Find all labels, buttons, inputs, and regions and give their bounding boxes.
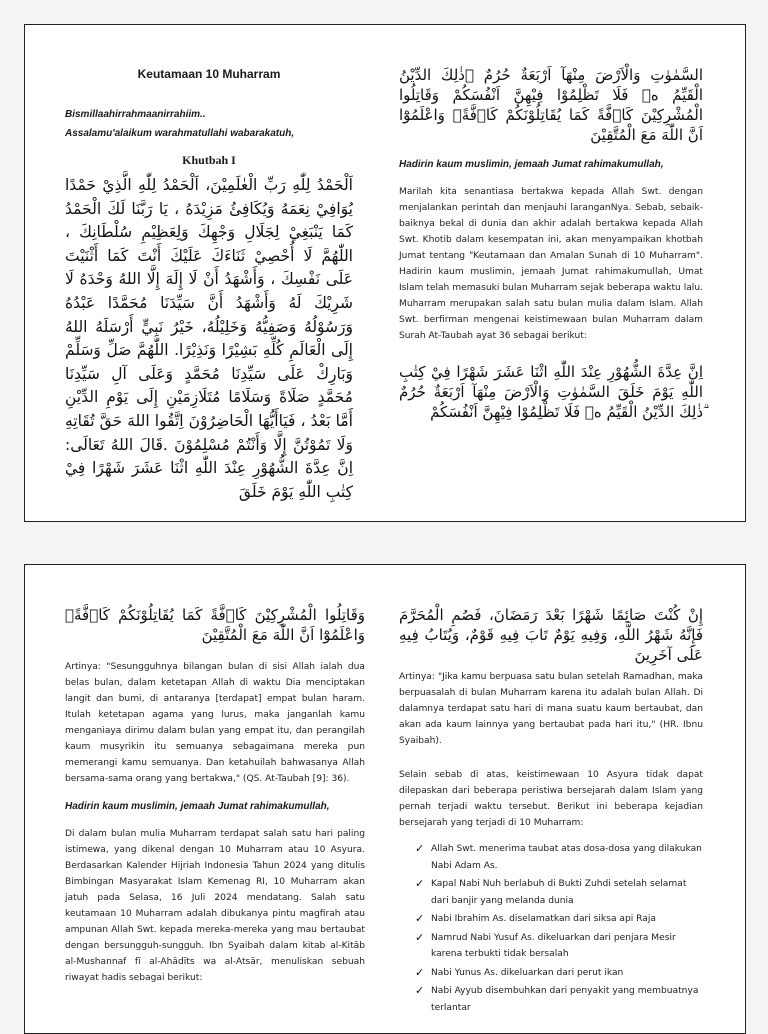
hadirin-heading: Hadirin kaum muslimin, jemaah Jumat rahimakumullah,	[399, 159, 664, 170]
bismillah-text: Bismillaahirrahmaanirrahiim..	[65, 109, 206, 120]
list-item	[399, 841, 703, 874]
list-item	[399, 983, 703, 1016]
list-item	[399, 965, 703, 982]
event-text: Nabi Ibrahim As. diselamatkan dari siksa api Raja	[431, 914, 656, 924]
check-icon: ✓	[415, 842, 425, 855]
verse-translation: Artinya: "Sesungguhnya bilangan bulan di sisi Allah ialah dua belas bulan, dalam ketetapan Allah di waktu Dia menciptakan langit dan bumi, di antaranya [terdapat] empat bulan haram. Itulah ketetapan agama yang lurus, maka janganlah kamu menganiaya dirimu dalam bulan yang empat itu, dan perangilah kaum musyrikin itu semuanya sebagaimana mereka pun memerangi kamu semuanya. Dan ketahuilah bahwasanya Allah bersama-sama orang yang bertakwa," (QS. At-Taubah [9]: 36).	[65, 662, 365, 784]
salam-text: Assalamu'alaikum warahmatullahi wabarakatuh,	[65, 128, 295, 139]
left-column	[65, 25, 353, 504]
list-item	[399, 911, 703, 928]
check-icon: ✓	[415, 984, 425, 997]
body-paragraph: Di dalam bulan mulia Muharram terdapat salah satu hari paling istimewa, yang dikenal dengan 10 Muharram atau 10 Asyura. Berdasarkan Kalender Hijriah Indonesia Tahun 2024 yang ditulis Bimbingan Masyarakat Islam Kemenag RI, 10 Muharram akan jatuh pada Selasa, 16 Juli 2024 mendatang. Salah satu keutamaan 10 Muharram adalah dibukanya pintu magfirah atau ampunan Allah Swt. kepada mereka-mereka yang mau bertaubat dengan bersungguh-sungguh. Ibn Syaibah dalam kitab al-Kitāb al-Mushannaf fī al-Ahādīts wa al-Atsār, menuliskan sebuah riwayat hadis sebagai berikut:	[65, 829, 365, 983]
list-item	[399, 876, 703, 909]
events-intro: Selain sebab di atas, keistimewaan 10 Asyura tidak dapat dilepaskan dari beberapa peristiwa bersejarah dalam Islam yang pernah terjadi waktu tersebut. Berikut ini beberapa kejadian bersejarah yang terjadi di 10 Muharram:	[399, 770, 703, 828]
document-page-1	[24, 24, 746, 522]
event-text: Nabi Yunus As. dikeluarkan dari perut ikan	[431, 967, 624, 978]
document-title: Keutamaan 10 Muharram	[137, 67, 281, 81]
right-column	[399, 565, 703, 1018]
check-icon: ✓	[415, 877, 425, 890]
document-page-2	[24, 564, 746, 1034]
list-item	[399, 930, 703, 963]
check-icon: ✓	[415, 930, 425, 944]
event-text: Namrud Nabi Yusuf As. dikeluarkan dari penjara Mesir karena terbukti tidak bersalah	[431, 932, 676, 959]
hadith-arabic: إِنْ كُنْتَ صَائِمًا شَهْرًا بَعْدَ رَمَضَانَ، فَصُمِ الْمُحَرَّمَ فَإِنَّهُ شَهْرُ اللَّهِ، وَفِيهِ يَوْمٌ تَابَ فِيهِ قَوْمٌ، وَيُتَابُ فِيهِ عَلَى آخَرِينَ	[399, 606, 703, 664]
left-column	[65, 565, 365, 986]
check-icon: ✓	[415, 912, 425, 925]
events-list	[399, 841, 703, 1016]
khutbah-heading: Khutbah I	[182, 153, 236, 167]
hadith-translation: Artinya: "Jika kamu berpuasa satu bulan setelah Ramadhan, maka berpuasalah di bulan Muharram karena itu adalah bulan Allah. Di dalamnya terdapat satu hari di mana suatu kaum bertaubat, dan akan ada kaum lainnya yang bertaubat pada hari itu," (HR. Ibnu Syaibah).	[399, 672, 703, 746]
verse-arabic-top: السَّمٰوٰتِ وَالْاَرْضَ مِنْهَآ اَرْبَعَةٌ حُرُمٌ ۗذٰلِكَ الدِّيْنُ الْقَيِّمُ ەۙ فَلَا تَظْلِمُوْا فِيْهِنَّ اَنْفُسَكُمْ وَقَاتِلُوا الْمُشْرِكِيْنَ كَاۤفَّةً كَمَا يُقَاتِلُوْنَكُمْ كَاۤفَّةًۗ وَاعْلَمُوْٓا اَنَّ اللّٰهَ مَعَ الْمُتَّقِيْنَ	[399, 66, 703, 144]
hadirin-heading: Hadirin kaum muslimin, jemaah Jumat rahimakumullah,	[65, 801, 330, 812]
event-text: Allah Swt. menerima taubat atas dosa-dosa yang dilakukan Nabi Adam As.	[431, 844, 702, 871]
khutbah-arabic-text: اَلْحَمْدُ لِلّٰهِ رَبِّ الْعٰلَمِيْنَ، اَلْحَمْدُ لِلّٰهِ الَّذِيْ حَمْدًا يُوَافِيْ نِعَمَهُ وَيُكَافِئُ مَزِيْدَهُ ، يَا رَبَّنَا لَكَ الْحَمْدُ كَمَا يَنْبَغِيْ لِجَلَالِ وَجْهِكَ وَلِعَظِيْمِ سُلْطَانِكَ ، اللّٰهُمَّ لَا أُحْصِيْ ثَنَاءَكَ عَلَيْكَ أَنْتَ كَمَا أَثْنَيْتَ عَلَى نَفْسِكَ ، وَأَشْهَدُ أَنْ لَا إِلَهَ إِلَّا اللهُ وَحْدَهُ لَا شَرِيْكَ لَهُ وَأَشْهَدُ أَنَّ سَيِّدَنَا مُحَمَّدًا عَبْدُهُ وَرَسُوْلُهُ وَصَفِيُّهُ وَخَلِيْلُهُ، خَيْرُ نَبِيٍّ أَرْسَلَهُ اللهُ إِلَى الْعَالَمِ كُلِّهِ بَشِيْرًا وَنَذِيْرًا. اللّٰهُمَّ صَلِّ وَسَلِّمْ وَبَارِكْ عَلَى سَيِّدِنَا مُحَمَّدٍ وَعَلَى آلِ سَيِّدِنَا مُحَمَّدٍ صَلَاةً وَسَلَامًا مُتَلَازِمَيْنِ إِلَى يَوْمِ الدِّيْنِ أَمَّا بَعْدُ ، فَيَاأَيُّهَا الْحَاضِرُوْنَ اِتَّقُوا اللهَ حَقَّ تُقَاتِهِ وَلَا تَمُوْتُنَّ إِلَّا وَأَنْتُمْ مُسْلِمُوْنَ .قَالَ اللهُ تَعَالَى: اِنَّ عِدَّةَ الشُّهُوْرِ عِنْدَ اللّٰهِ اثْنَا عَشَرَ شَهْرًا فِيْ كِتٰبِ اللّٰهِ يَوْمَ خَلَقَ	[65, 176, 353, 501]
check-icon: ✓	[415, 965, 425, 979]
right-column	[399, 25, 703, 422]
verse-arabic-bottom: اِنَّ عِدَّةَ الشُّهُوْرِ عِنْدَ اللّٰهِ اثْنَا عَشَرَ شَهْرًا فِيْ كِتٰبِ اللّٰهِ يَوْمَ خَلَقَ السَّمٰوٰتِ وَالْاَرْضَ مِنْهَآ اَرْبَعَةٌ حُرُمٌ ۗذٰلِكَ الدِّيْنُ الْقَيِّمُ ەۙ فَلَا تَظْلِمُوْا فِيْهِنَّ اَنْفُسَكُمْ	[399, 363, 703, 421]
event-text: Nabi Ayyub disembuhkan dari penyakit yang membuatnya terlantar	[431, 986, 699, 1013]
intro-paragraph: Marilah kita senantiasa bertakwa kepada Allah Swt. dengan menjalankan perintah dan menjauhi laranganNya. Sebab, sebaik-baiknya bekal di dunia dan akhir adalah bertakwa kepada Allah Swt. Khotib dalam kesempatan ini, akan menyampaikan khotbah Jumat tentang "Keutamaan dan Amalan Sunah di 10 Muharram". Hadirin kaum muslimin, jemaah Jumat rahimakumullah, Umat Islam telah memasuki bulan Muharram sejak beberapa waktu lalu. Muharram merupakan salah satu bulan mulia dalam Islam. Allah Swt. berfirman mengenai keistimewaan bulan Muharram dalam Surah At-Taubah ayat 36 sebagai berikut:	[399, 187, 703, 341]
verse-arabic-continuation: وَقَاتِلُوا الْمُشْرِكِيْنَ كَاۤفَّةً كَمَا يُقَاتِلُوْنَكُمْ كَاۤفَّةًۗ وَاعْلَمُوْٓا اَنَّ اللّٰهَ مَعَ الْمُتَّقِيْنَ	[65, 606, 365, 644]
event-text: Kapal Nabi Nuh berlabuh di Bukti Zuhdi setelah selamat dari banjir yang melanda dunia	[431, 879, 687, 906]
